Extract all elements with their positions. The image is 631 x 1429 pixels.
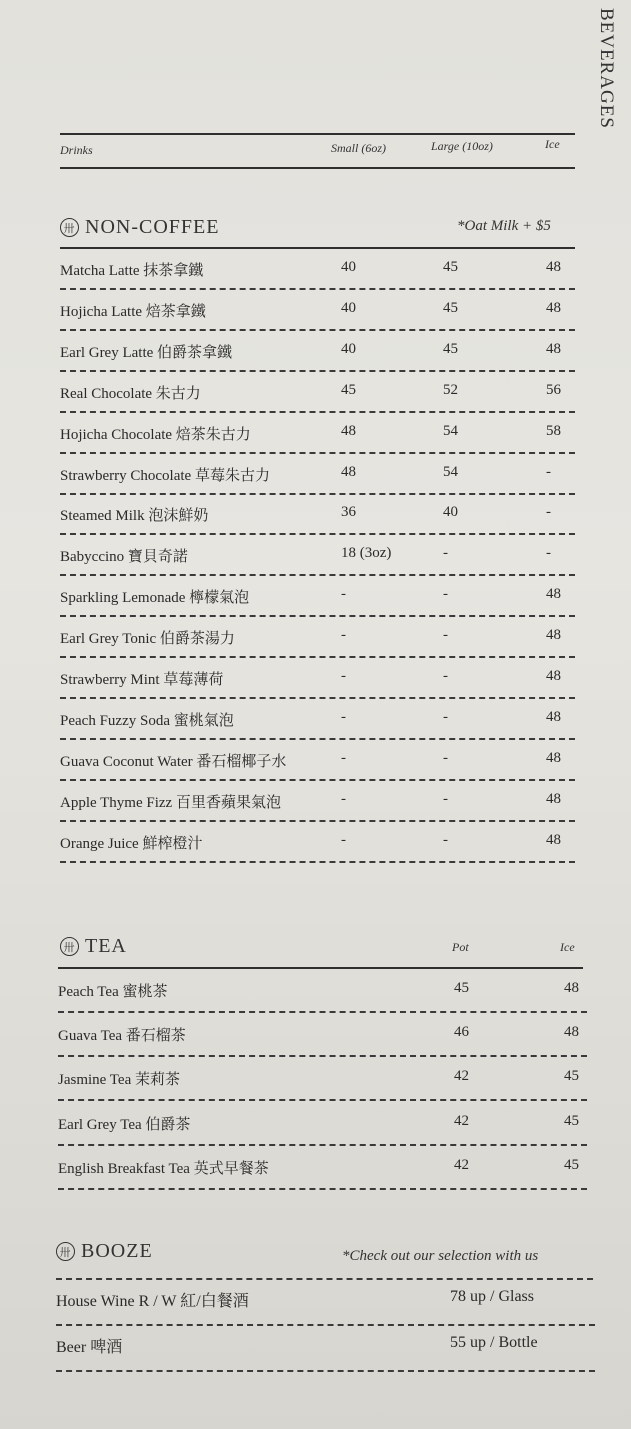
price-large: 45: [443, 340, 458, 357]
price-large: -: [443, 708, 448, 725]
item-name: Beer 啤酒: [56, 1339, 123, 1356]
price-ice: 56: [546, 381, 561, 398]
price-ice: 58: [546, 422, 561, 439]
tea-ice-label: Ice: [560, 940, 575, 954]
item-name: House Wine R / W 紅/白餐酒: [56, 1293, 249, 1310]
price-ice: -: [546, 463, 551, 480]
price-ice: 48: [546, 299, 561, 316]
price-ice: 48: [546, 749, 561, 766]
price-large: -: [443, 586, 448, 603]
price-pot: 42: [454, 1156, 469, 1173]
row-divider: [60, 738, 575, 740]
price-small: -: [341, 749, 346, 766]
header-top-rule: [60, 133, 575, 135]
price-pot: 45: [454, 980, 469, 996]
tea-top-rule: [58, 967, 583, 969]
list-item: [56, 1334, 591, 1362]
item-name: Babyccino 寶貝奇諾: [60, 549, 188, 566]
item-name: Strawberry Mint 草莓薄荷: [60, 672, 224, 688]
item-name: Hojicha Chocolate 焙茶朱古力: [60, 426, 251, 443]
list-item: [60, 627, 591, 655]
list-item: [58, 1024, 591, 1052]
price-ice: 45: [564, 1112, 579, 1129]
price-ice: 48: [564, 980, 579, 996]
row-divider: [56, 1324, 595, 1326]
price-ice: 48: [546, 790, 561, 807]
list-item: [60, 423, 591, 451]
row-divider: [58, 1144, 587, 1146]
list-item: [60, 668, 591, 696]
item-name: Orange Juice 鮮榨橙汁: [60, 835, 203, 852]
row-divider: [58, 1188, 587, 1190]
price-small: -: [341, 627, 346, 644]
list-item: [58, 1157, 591, 1185]
item-name: Earl Grey Tea 伯爵茶: [58, 1116, 191, 1133]
price-small: 18 (3oz): [341, 545, 392, 562]
price-small: 45: [341, 381, 356, 398]
item-name: Peach Tea 蜜桃茶: [58, 984, 168, 1000]
row-divider: [60, 779, 575, 781]
row-divider: [58, 1099, 587, 1101]
price-ice: 45: [564, 1068, 579, 1085]
item-name: Guava Tea 番石榴茶: [58, 1028, 186, 1045]
list-item: [60, 545, 591, 573]
item-name: Hojicha Latte 焙茶拿鐵: [60, 303, 206, 320]
item-name: Peach Fuzzy Soda 蜜桃氣泡: [60, 712, 234, 729]
list-item: [60, 259, 591, 287]
list-item: [60, 464, 591, 492]
row-divider: [60, 861, 575, 863]
side-title: BEVERAGES: [596, 8, 617, 129]
header-drinks: Drinks: [60, 143, 93, 157]
row-divider: [60, 656, 575, 658]
price-small: 48: [341, 422, 356, 439]
item-name: Matcha Latte 抹茶拿鐵: [60, 263, 204, 279]
price-ice: 48: [546, 668, 561, 684]
price-small: -: [341, 708, 346, 725]
header-small: Small (6oz): [331, 141, 386, 155]
tea-pot-label: Pot: [452, 940, 469, 954]
item-name: Apple Thyme Fizz 百里香蘋果氣泡: [60, 794, 281, 811]
price-large: -: [443, 831, 448, 848]
price-large: -: [443, 749, 448, 766]
circled-character-icon: 卅: [56, 1242, 75, 1261]
price-ice: 48: [546, 340, 561, 357]
booze-top-rule: [56, 1278, 593, 1280]
price-large: 45: [443, 259, 458, 275]
price-large: 40: [443, 504, 458, 521]
price-ice: 48: [546, 259, 561, 275]
row-divider: [60, 288, 575, 290]
list-item: [56, 1288, 591, 1316]
circled-character-icon: 卅: [60, 937, 79, 956]
header-large: Large (10oz): [431, 139, 493, 153]
item-name: English Breakfast Tea 英式早餐茶: [58, 1160, 269, 1177]
price-small: -: [341, 831, 346, 848]
tea-title-text: TEA: [85, 935, 127, 957]
price-large: -: [443, 668, 448, 684]
item-name: Strawberry Chocolate 草莓朱古力: [60, 467, 270, 484]
row-divider: [58, 1011, 587, 1013]
price-small: 40: [341, 259, 356, 275]
oat-milk-note: *Oat Milk + $5: [457, 218, 551, 234]
price-pot: 46: [454, 1024, 469, 1041]
price-small: 40: [341, 299, 356, 316]
price-ice: 48: [546, 586, 561, 603]
price-small: 40: [341, 340, 356, 357]
price-large: -: [443, 627, 448, 644]
list-item: [58, 980, 591, 1008]
list-item: [60, 586, 591, 614]
price-ice: -: [546, 504, 551, 521]
header-bottom-rule: [60, 167, 575, 169]
price-large: 54: [443, 422, 458, 439]
circled-character-icon: 卅: [60, 218, 79, 237]
row-divider: [60, 370, 575, 372]
item-name: Steamed Milk 泡沫鮮奶: [60, 508, 209, 525]
list-item: [60, 382, 591, 410]
list-item: [60, 504, 591, 532]
list-item: [60, 750, 591, 778]
row-divider: [60, 697, 575, 699]
item-name: Sparkling Lemonade 檸檬氣泡: [60, 590, 250, 607]
header-ice: Ice: [545, 137, 560, 151]
row-divider: [60, 533, 575, 535]
row-divider: [56, 1370, 595, 1372]
price-ice: 48: [564, 1024, 579, 1041]
price-large: 54: [443, 463, 458, 480]
price-small: -: [341, 790, 346, 807]
item-name: Jasmine Tea 茉莉茶: [58, 1072, 180, 1089]
price-large: -: [443, 790, 448, 807]
booze-note: *Check out our selection with us: [342, 1248, 539, 1264]
booze-title: [56, 1240, 153, 1263]
price: 78 up / Glass: [450, 1288, 534, 1305]
item-name: Earl Grey Latte 伯爵茶拿鐵: [60, 344, 233, 361]
price-ice: 48: [546, 831, 561, 848]
price-small: -: [341, 668, 346, 684]
price-small: 36: [341, 504, 356, 521]
row-divider: [60, 820, 575, 822]
list-item: [60, 709, 591, 737]
row-divider: [60, 411, 575, 413]
price-large: 52: [443, 381, 458, 398]
non-coffee-title-text: NON-COFFEE: [85, 216, 220, 238]
row-divider: [60, 574, 575, 576]
list-item: [60, 341, 591, 369]
list-item: [58, 1068, 591, 1096]
row-divider: [60, 452, 575, 454]
row-divider: [58, 1055, 587, 1057]
item-name: Earl Grey Tonic 伯爵茶湯力: [60, 631, 235, 648]
list-item: [60, 300, 591, 328]
price-small: 48: [341, 463, 356, 480]
row-divider: [60, 329, 575, 331]
price-large: -: [443, 545, 448, 562]
non-coffee-top-rule: [60, 247, 575, 249]
price-ice: 48: [546, 627, 561, 644]
booze-title-text: BOOZE: [81, 1240, 153, 1262]
price-small: -: [341, 586, 346, 603]
item-name: Real Chocolate 朱古力: [60, 385, 201, 402]
row-divider: [60, 493, 575, 495]
price: 55 up / Bottle: [450, 1334, 538, 1351]
price-ice: 48: [546, 708, 561, 725]
tea-title: [60, 935, 127, 958]
price-ice: 45: [564, 1156, 579, 1173]
price-large: 45: [443, 299, 458, 316]
non-coffee-title: [60, 216, 219, 239]
item-name: Guava Coconut Water 番石榴椰子水: [60, 753, 287, 770]
price-pot: 42: [454, 1112, 469, 1129]
price-pot: 42: [454, 1068, 469, 1085]
price-ice: -: [546, 545, 551, 562]
list-item: [58, 1113, 591, 1141]
row-divider: [60, 615, 575, 617]
list-item: [60, 832, 591, 860]
list-item: [60, 791, 591, 819]
